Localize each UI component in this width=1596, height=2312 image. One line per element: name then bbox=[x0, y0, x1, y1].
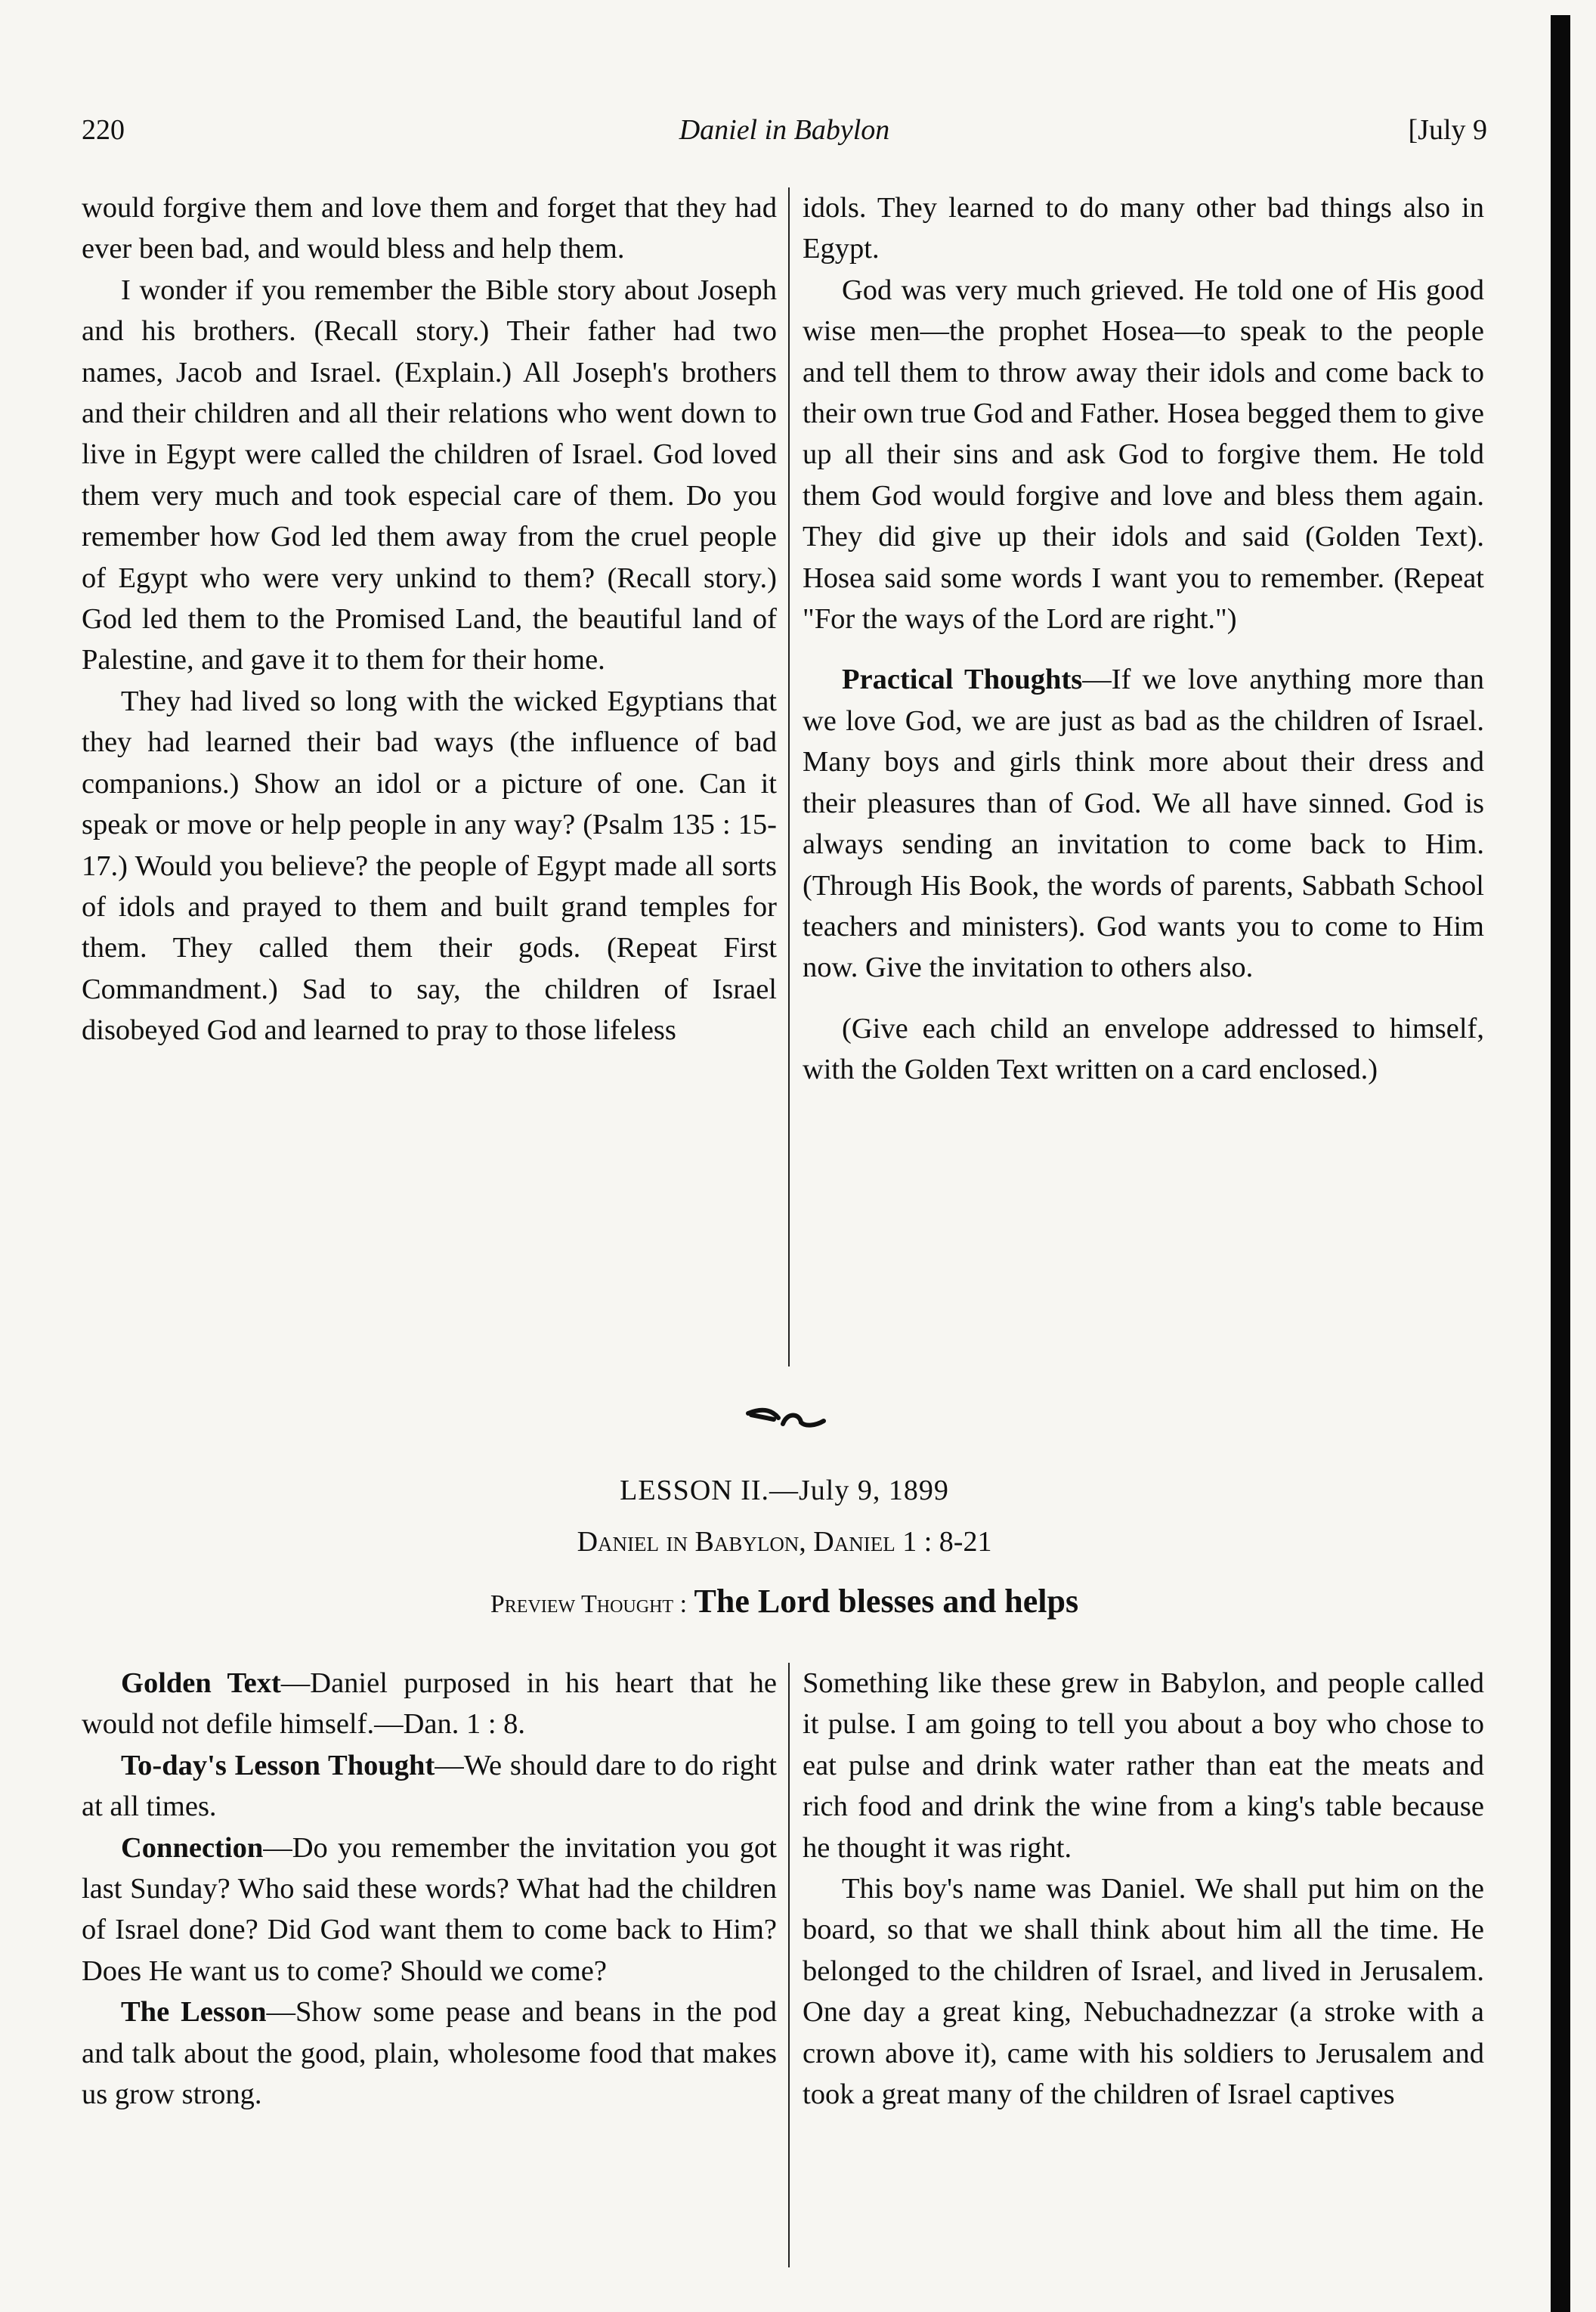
golden-text-paragraph bbox=[82, 1663, 777, 1745]
running-title: Daniel in Babylon bbox=[679, 114, 890, 146]
paragraph-text: —Do you remember the invitation you got last Sunday? Who said these words? What had the children of Israel done? Did God want them to come back to Him? Does He want us to come? Should we come? bbox=[82, 1831, 777, 1987]
lesson-title: Daniel in Babylon, Daniel 1 : 8-21 bbox=[577, 1526, 992, 1558]
paragraph: idols. They learned to do many other bad things also in Egypt. bbox=[803, 192, 1484, 265]
paragraph: would forgive them and love them and forget that they had ever been bad, and would bless and help them. bbox=[82, 192, 777, 265]
column-divider bbox=[788, 187, 790, 1366]
column-bottom-left bbox=[82, 1663, 777, 2115]
paragraph-text: —Daniel purposed in his heart that he would not defile himself.—Dan. 1 : 8. bbox=[82, 1667, 777, 1741]
lesson-number: LESSON II.—July 9, 1899 bbox=[620, 1475, 949, 1506]
paragraph: They had lived so long with the wicked Egyptians that they had learned their bad ways (the influence of bad companions.) Show an idol or a picture of one. Can it speak or move or help people in any way? (Psalm 135 : 15-17.) Would you believe? the people of Egypt made all sorts of idols and prayed to them and built grand temples for them. They called them their gods. (Repeat First Commandment.) Sad to say, the children of Israel disobeyed God and learned to pray to those lifeless bbox=[82, 685, 777, 1047]
column-top-right bbox=[803, 187, 1484, 1091]
connection-label: Connection bbox=[121, 1831, 264, 1864]
preview-label: Preview Thought : bbox=[490, 1590, 688, 1618]
paragraph: I wonder if you remember the Bible story about Joseph and his brothers. (Recall story.) Their father had two names, Jacob and Israel. (Explain.) All Joseph's brothers and their children and all their relations who went down to live in Egypt were called the children of Israel. God loved them very much and took especial care of them. Do you remember how God led them away from the cruel people of Egypt who were very unkind to them? (Recall story.) God led them to the Promised Land, the beautiful land of Palestine, and gave it to them for their home. bbox=[82, 274, 777, 676]
practical-thoughts-paragraph bbox=[803, 659, 1484, 988]
scan-edge-bar bbox=[1551, 15, 1570, 2312]
column-divider bbox=[788, 1663, 790, 2267]
lesson-thought-label: To-day's Lesson Thought bbox=[121, 1749, 435, 1781]
paragraph-text: —If we love anything more than we love God, we are just as bad as the children of Israel. Many boys and girls think more about their dress and their pleasures than of God. We all have sinned. God is always sending an invitation to come back to Him. (Through His Book, the words of parents, Sabbath School teachers and ministers). God wants you to come to Him now. Give the invitation to others also. bbox=[803, 664, 1484, 984]
the-lesson-paragraph bbox=[82, 1992, 777, 2115]
preview-text: The Lord blesses and helps bbox=[694, 1583, 1079, 1620]
paragraph: Something like these grew in Babylon, and people called it pulse. I am going to tell you about a boy who chose to eat pulse and drink water rather than eat the meats and rich food and drink the wine from a king's table because he thought it was right. bbox=[803, 1667, 1484, 1864]
page-number: 220 bbox=[82, 114, 125, 146]
paragraph: This boy's name was Daniel. We shall put him on the board, so that we shall think about him all the time. He belonged to the children of Israel, and lived in Jerusalem. One day a great king, Nebuchadnezzar (a stroke with a crown above it), came with his soldiers to Jerusalem and took a great many of the children of Israel captives bbox=[803, 1873, 1484, 2111]
running-header bbox=[82, 113, 1487, 159]
the-lesson-label: The Lesson bbox=[121, 1996, 267, 2029]
column-top-left bbox=[82, 187, 777, 1051]
ornament-icon bbox=[741, 1404, 831, 1435]
practical-thoughts-label: Practical Thoughts bbox=[842, 664, 1083, 696]
lesson-thought-paragraph bbox=[82, 1745, 777, 1828]
running-date: [July 9 bbox=[1408, 114, 1487, 146]
paragraph-text: —We should dare to do right at all times. bbox=[82, 1749, 777, 1823]
column-bottom-right bbox=[803, 1663, 1484, 2115]
connection-paragraph bbox=[82, 1828, 777, 1992]
golden-text-label: Golden Text bbox=[121, 1667, 281, 1699]
paragraph: God was very much grieved. He told one of His good wise men—the prophet Hosea—to speak to the people and tell them to throw away their idols and come back to their own true God and Father. Hosea begged them to give up all their sins and ask God to forgive them. He told them God would forgive and love and bless them again. They did give up their idols and said (Golden Text). Hosea said some words I want you to remember. (Repeat "For the ways of the Lord are right.") bbox=[803, 274, 1484, 636]
paragraph-text: —Show some pease and beans in the pod and talk about the good, plain, wholesome food that makes us grow strong. bbox=[82, 1996, 777, 2111]
preview-thought bbox=[82, 1582, 1487, 1620]
paragraph: (Give each child an envelope addressed to himself, with the Golden Text written on a card enclosed.) bbox=[803, 1012, 1484, 1086]
